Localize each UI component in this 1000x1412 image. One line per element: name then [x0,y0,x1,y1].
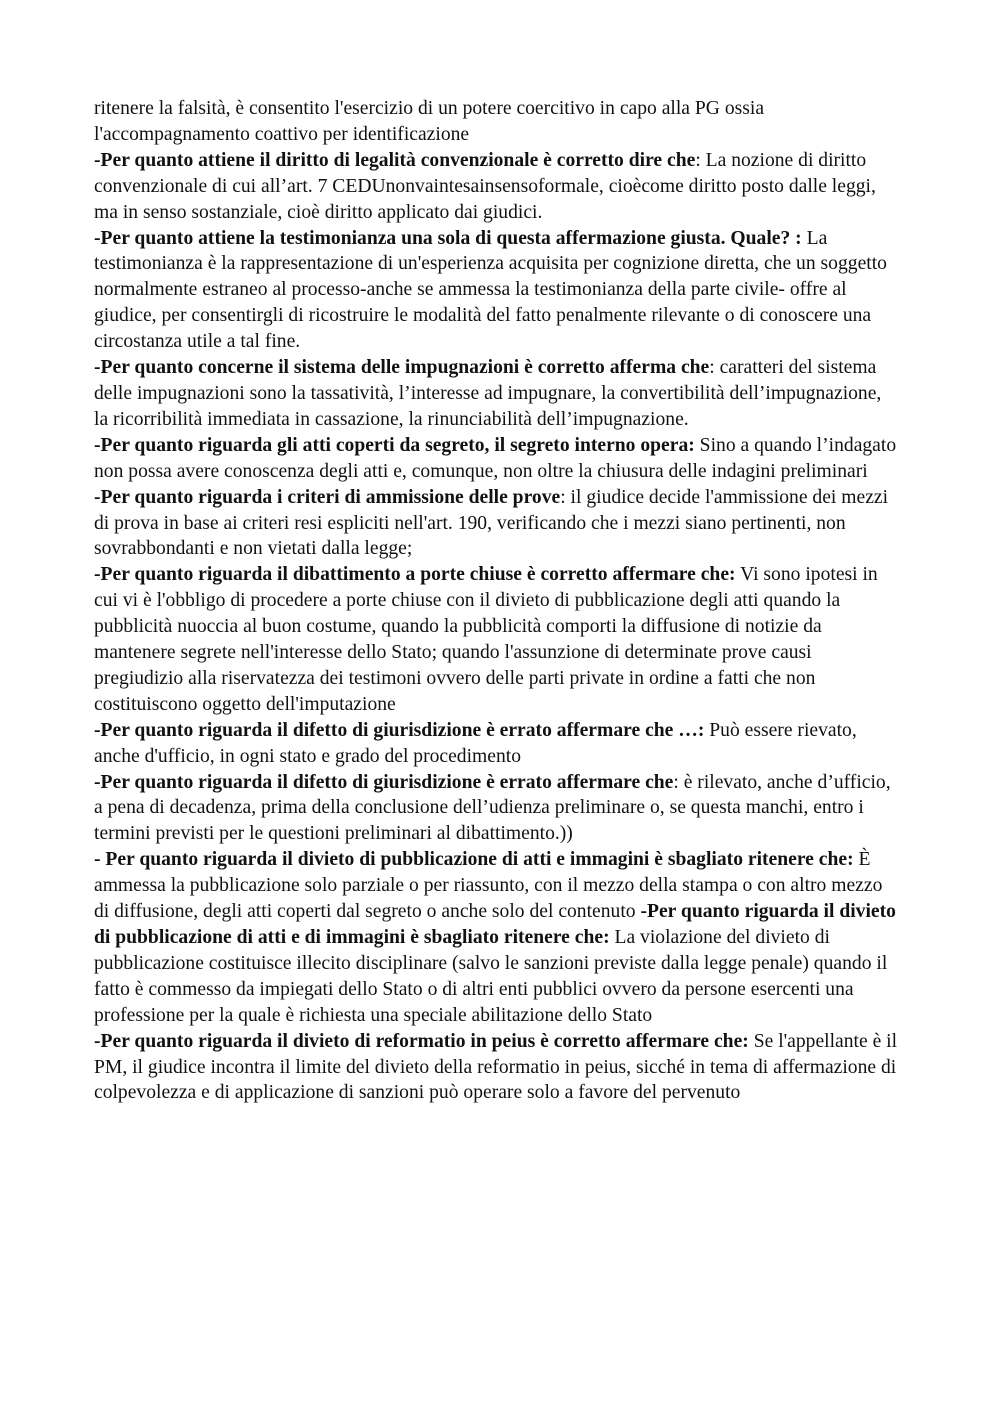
answer-text: : il giudice decide l'ammissione dei mezzi di prova in base ai criteri resi espliciti nell'art. 190, verificando che i mezzi siano pertinenti, non sovrabbondanti e non vietati dalla legge; [94,486,889,560]
question-text: -Per quanto riguarda il difetto di giurisdizione è errato affermare che …: [94,719,705,741]
qa-item [94,433,900,485]
question-text: -Per quanto concerne il sistema delle impugnazioni è corretto afferma che [94,357,710,379]
qa-item [94,226,900,356]
qa-item [94,847,900,1028]
question-text: -Per quanto riguarda il divieto di pubblicazione di atti e di immagini è sbagliato ritenere che: [94,901,896,948]
question-text: -Per quanto riguarda i criteri di ammissione delle prove [94,486,561,508]
answer-text: La violazione del divieto di pubblicazione costituisce illecito disciplinare (salvo le sanzioni previste dalla legge penale) quando il fatto è commesso da impiegati dello Stato o di altri enti pubblici ovvero da persone esercenti una professione per la quale è richiesta una speciale abilitazione dello Stato [94,927,888,1026]
qa-item [94,355,900,433]
answer-text: Vi sono ipotesi in cui vi è l'obbligo di procedere a porte chiuse con il divieto di pubblicazione degli atti quando la pubblicità nuoccia al buon costume, quando la pubblicità comporti la diffusione di notizie da mantenere segrete nell'interesse dello Stato; quando l'assunzione di determinate prove causi pregiudizio alla riservatezza dei testimoni ovvero delle parti private in ordine a fatti che non costituiscono oggetto dell'imputazione [94,564,878,715]
qa-item [94,148,900,226]
answer-text: : La nozione di diritto convenzionale di cui all’art. 7 CEDUnonvaintesainsensoformale, cioècome diritto posto dalle leggi, ma in senso sostanziale, cioè diritto applicato dai giudici. [94,149,876,223]
question-text: -Per quanto riguarda il difetto di giurisdizione è errato affermare che [94,771,674,793]
qa-item [94,485,900,563]
answer-text: Può essere rievato, anche d'ufficio, in ogni stato e grado del procedimento [94,719,857,767]
answer-text: Sino a quando l’indagato non possa avere conoscenza degli atti e, comunque, non oltre la chiusura delle indagini preliminari [94,434,897,482]
answer-text: ritenere la falsità, è consentito l'esercizio di un potere coercitivo in capo alla PG ossia l'accompagnamento coattivo per identificazione [94,98,765,145]
paragraph-continuation [94,96,900,148]
question-text: -Per quanto riguarda il divieto di reformatio in peius è corretto affermare che: [94,1030,749,1052]
question-text: -Per quanto riguarda gli atti coperti da segreto, il segreto interno opera: [94,434,695,456]
qa-item [94,1029,900,1107]
answer-text: : è rilevato, anche d’ufficio, a pena di decadenza, prima della conclusione dell’udienza preliminare o, se questa manchi, entro i termini previsti per le questioni preliminari al dibattimento.)) [94,771,891,845]
question-text: - Per quanto riguarda il divieto di pubblicazione di atti e immagini è sbagliato ritenere che: [94,849,854,871]
question-text: -Per quanto riguarda il dibattimento a porte chiuse è corretto affermare che: [94,564,736,586]
question-text: -Per quanto attiene il diritto di legalità convenzionale è corretto dire che [94,149,696,171]
answer-text: È ammessa la pubblicazione solo parziale o per riassunto, con il mezzo della stampa o con altro mezzo di diffusione, degli atti coperti dal segreto o anche solo del contenuto [94,849,883,923]
qa-item [94,562,900,717]
answer-text: Se l'appellante è il PM, il giudice incontra il limite del divieto della reformatio in peius, sicché in tema di affermazione di colpevolezza e di applicazione di sanzioni può operare solo a favore del pervenuto [94,1030,898,1104]
qa-item [94,718,900,770]
qa-item [94,770,900,848]
document-body [94,96,900,1106]
question-text: -Per quanto attiene la testimonianza una sola di questa affermazione giusta. Quale? : [94,227,802,249]
answer-text: La testimonianza è la rappresentazione di un'esperienza acquisita per cognizione diretta, che un soggetto normalmente estraneo al processo-anche se ammessa la testimonianza della parte civile- offre al giudice, per consentirgli di ricostruire le modalità del fatto penalmente rilevante o di conoscere una circostanza utile a tal fine. [94,227,887,353]
answer-text: : caratteri del sistema delle impugnazioni sono la tassatività, l’interesse ad impugnare, la convertibilità dell’impugnazione, la ricorribilità immediata in cassazione, la rinunciabilità dell’impugnazione. [94,357,882,430]
